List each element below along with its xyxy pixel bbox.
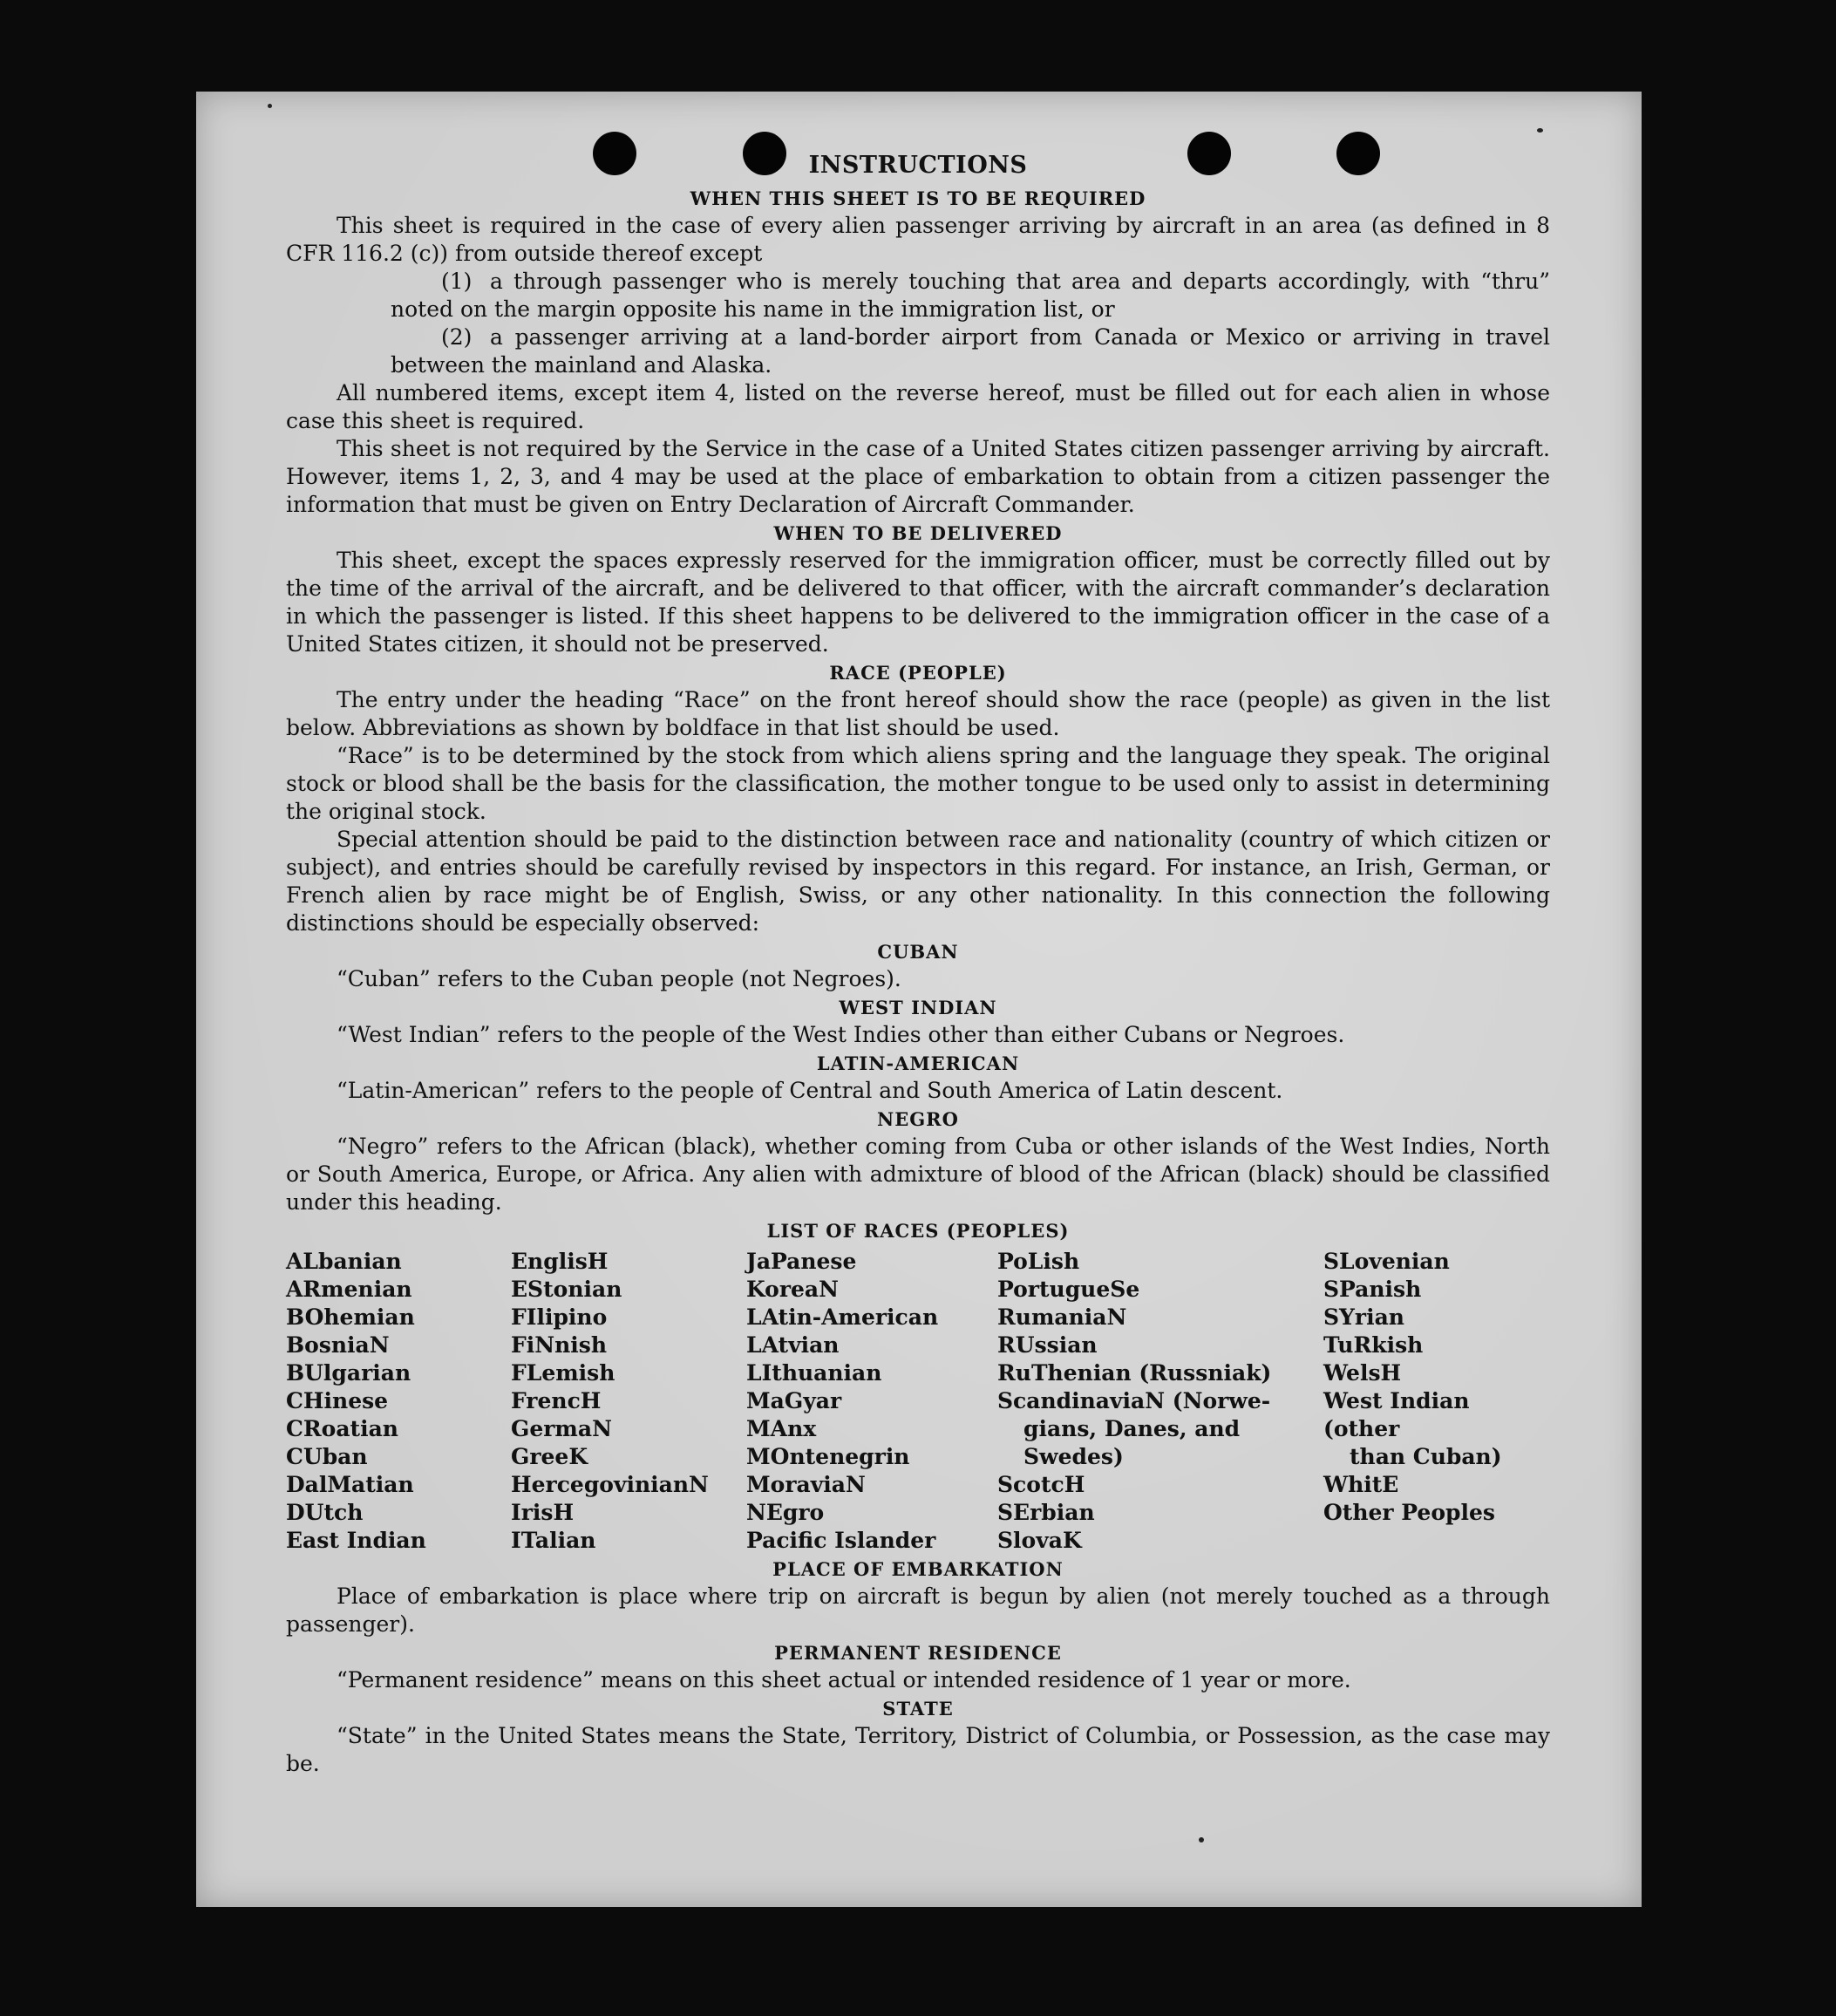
race-entry: CRoatian bbox=[286, 1416, 398, 1441]
paragraph: “West Indian” refers to the people of the West Indies other than either Cubans or Negroes. bbox=[337, 1022, 1345, 1047]
race-entry: RumaniaN bbox=[997, 1304, 1127, 1330]
page-title: INSTRUCTIONS bbox=[808, 152, 1028, 179]
paragraph: This sheet is required in the case of every alien passenger arriving by aircraft in an area (as defined in 8 CFR 116.2 (c)) from outside thereof except bbox=[286, 213, 1550, 266]
race-entry: JaPanese bbox=[746, 1249, 857, 1274]
race-entry: FIlipino bbox=[511, 1304, 608, 1330]
races-column bbox=[511, 1248, 746, 1555]
paragraph: This sheet, except the spaces expressly reserved for the immigration officer, must be correctly filled out by the time of the arrival of the aircraft, and be delivered to that officer, with the aircraft commander’s declaration in which the passenger is listed. If this sheet happens to be delivered to the immigration officer in the case of a United States citizen, it should not be preserved. bbox=[286, 548, 1550, 657]
race-entry: PoLish bbox=[997, 1249, 1080, 1274]
heading-embarkation: PLACE OF EMBARKATION bbox=[772, 1558, 1064, 1580]
races-column bbox=[286, 1248, 511, 1555]
race-entry-line: ScandinaviaN (Norwe- bbox=[997, 1388, 1271, 1413]
exception-item bbox=[286, 268, 1550, 324]
paragraph: This sheet is not required by the Service in the case of a United States citizen passenger arriving by aircraft. However, items 1, 2, 3, and 4 may be used at the place of embarkation to obtain from a citizen passenger the information that must be given on Entry Declaration of Aircraft Commander. bbox=[286, 436, 1550, 517]
heading-negro: NEGRO bbox=[877, 1108, 959, 1130]
paragraph: All numbered items, except item 4, listed on the reverse hereof, must be filled out for each alien in whose case this sheet is required. bbox=[286, 380, 1550, 433]
heading-cuban: CUBAN bbox=[877, 941, 959, 963]
heading-list-of-races: LIST OF RACES (PEOPLES) bbox=[766, 1220, 1070, 1242]
paragraph: The entry under the heading “Race” on the front hereof should show the race (people) as given in the list below. Abbreviations as shown by boldface in that list should be used. bbox=[286, 687, 1550, 740]
race-entry: ScotcH bbox=[997, 1472, 1085, 1497]
heading-latin-american: LATIN-AMERICAN bbox=[816, 1052, 1020, 1074]
heading-west-indian: WEST INDIAN bbox=[839, 997, 997, 1018]
race-entry: ITalian bbox=[511, 1528, 596, 1553]
race-entry: SErbian bbox=[997, 1500, 1095, 1525]
race-entry: EnglisH bbox=[511, 1249, 609, 1274]
exception-text: a passenger arriving at a land-border airport from Canada or Mexico or arriving in travel between the mainland and Alaska. bbox=[391, 324, 1550, 378]
race-entry-line: gians, Danes, and bbox=[1023, 1416, 1241, 1441]
race-entry: MAnx bbox=[746, 1416, 817, 1441]
paragraph: “State” in the United States means the State, Territory, District of Columbia, or Possession, as the case may be. bbox=[286, 1723, 1550, 1776]
race-entry: NEgro bbox=[746, 1500, 825, 1525]
paragraph: “Cuban” refers to the Cuban people (not Negroes). bbox=[337, 966, 901, 991]
race-entry: FLemish bbox=[511, 1360, 615, 1386]
race-entry: RuThenian (Russniak) bbox=[997, 1360, 1272, 1386]
paragraph: Special attention should be paid to the distinction between race and nationality (country of which citizen or subject), and entries should be carefully revised by inspectors in this regard. For instance, an Irish, German, or French alien by race might be of English, Swiss, or any other nationality. In this connection the following distinctions should be especially observed: bbox=[286, 827, 1550, 936]
race-entry: FiNnish bbox=[511, 1332, 608, 1358]
heading-residence: PERMANENT RESIDENCE bbox=[774, 1642, 1062, 1664]
race-entry-scandinavian bbox=[997, 1387, 1323, 1471]
race-entry: LAtin-American bbox=[746, 1304, 939, 1330]
race-entry: BUlgarian bbox=[286, 1360, 411, 1386]
race-entry: GermaN bbox=[511, 1416, 612, 1441]
document-page bbox=[196, 92, 1642, 1907]
paragraph: “Race” is to be determined by the stock from which aliens spring and the language they speak. The original stock or blood shall be the basis for the classification, the mother tongue to be used only to assist in determining the original stock. bbox=[286, 743, 1550, 824]
race-entry: WelsH bbox=[1323, 1360, 1402, 1386]
race-entry: BosniaN bbox=[286, 1332, 390, 1358]
heading-race: RACE (PEOPLE) bbox=[829, 662, 1007, 684]
heading-required: WHEN THIS SHEET IS TO BE REQUIRED bbox=[690, 187, 1146, 209]
race-entry: MoraviaN bbox=[746, 1472, 866, 1497]
heading-state: STATE bbox=[882, 1698, 954, 1720]
race-entry: ALbanian bbox=[286, 1249, 402, 1274]
race-entry: KoreaN bbox=[746, 1277, 839, 1302]
paragraph: Place of embarkation is place where trip on aircraft is begun by alien (not merely touched as a through passenger). bbox=[286, 1584, 1550, 1637]
race-entry: DalMatian bbox=[286, 1472, 414, 1497]
exception-number: (1) bbox=[441, 269, 473, 294]
race-entry: RUssian bbox=[997, 1332, 1098, 1358]
race-entry: Other Peoples bbox=[1323, 1500, 1495, 1525]
race-entry: FrencH bbox=[511, 1388, 602, 1413]
race-entry: SLovenian bbox=[1323, 1249, 1450, 1274]
paragraph: “Permanent residence” means on this sheet actual or intended residence of 1 year or more. bbox=[337, 1667, 1351, 1692]
speck bbox=[268, 104, 272, 108]
race-entry: BOhemian bbox=[286, 1304, 415, 1330]
race-entry: SYrian bbox=[1323, 1304, 1404, 1330]
speck bbox=[1199, 1837, 1204, 1842]
race-entry: MaGyar bbox=[746, 1388, 842, 1413]
instructions-body bbox=[286, 149, 1550, 1778]
paragraph: “Latin-American” refers to the people of Central and South America of Latin descent. bbox=[337, 1078, 1283, 1103]
races-column bbox=[1323, 1248, 1550, 1555]
exception-text: a through passenger who is merely touching that area and departs accordingly, with “thru” noted on the margin opposite his name in the immigration list, or bbox=[391, 269, 1550, 322]
race-entry: SlovaK bbox=[997, 1528, 1082, 1553]
exception-item bbox=[286, 324, 1550, 379]
race-entry-line: West Indian (other bbox=[1323, 1388, 1470, 1441]
race-entry: MOntenegrin bbox=[746, 1444, 910, 1469]
paragraph: “Negro” refers to the African (black), whether coming from Cuba or other islands of the West Indies, North or South America, Europe, or Africa. Any alien with admixture of blood of the African (black) should be classified under this heading. bbox=[286, 1134, 1550, 1215]
race-entry: IrisH bbox=[511, 1500, 575, 1525]
speck bbox=[1537, 128, 1543, 133]
heading-delivered: WHEN TO BE DELIVERED bbox=[773, 522, 1063, 544]
race-entry: PortugueSe bbox=[997, 1277, 1140, 1302]
race-entry: CHinese bbox=[286, 1388, 389, 1413]
race-entry: SPanish bbox=[1323, 1277, 1422, 1302]
race-entry: Pacific Islander bbox=[746, 1528, 936, 1553]
race-entry: LAtvian bbox=[746, 1332, 840, 1358]
race-entry: EStonian bbox=[511, 1277, 622, 1302]
race-entry: ARmenian bbox=[286, 1277, 412, 1302]
race-entry: LIthuanian bbox=[746, 1360, 882, 1386]
race-entry-line: Swedes) bbox=[1023, 1444, 1124, 1469]
race-entry: HercegovinianN bbox=[511, 1472, 709, 1497]
races-column bbox=[997, 1248, 1323, 1555]
races-list bbox=[286, 1248, 1550, 1555]
exception-number: (2) bbox=[441, 324, 473, 350]
race-entry: WhitE bbox=[1323, 1472, 1399, 1497]
race-entry-line: than Cuban) bbox=[1350, 1444, 1502, 1469]
race-entry: DUtch bbox=[286, 1500, 364, 1525]
race-entry: TuRkish bbox=[1323, 1332, 1424, 1358]
race-entry: East Indian bbox=[286, 1528, 426, 1553]
race-entry: CUban bbox=[286, 1444, 368, 1469]
race-entry-west-indian bbox=[1323, 1387, 1550, 1471]
race-entry: GreeK bbox=[511, 1444, 588, 1469]
races-column bbox=[746, 1248, 997, 1555]
